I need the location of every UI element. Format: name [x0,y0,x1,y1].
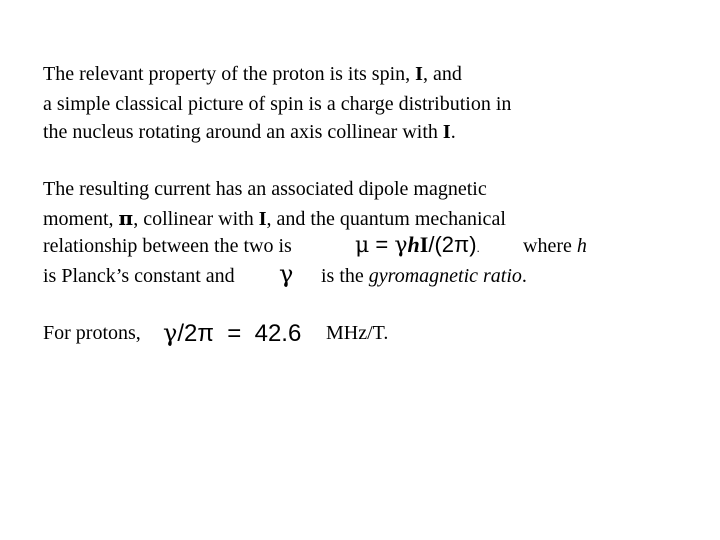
para1-line3 [43,120,456,144]
gamma-symbol: γ [279,260,294,288]
magnetic-moment-equation [355,233,480,260]
gyromagnetic-ratio-term: gyromagnetic ratio [368,265,522,287]
para1-line2: a simple classical picture of spin is a charge distribution in [43,93,512,115]
spin-symbol: I [258,208,267,230]
para2-line4 [43,264,235,288]
para1-line1 [43,62,462,86]
para1-line1-end: , and [422,63,462,85]
para2-line2-end: , and the quantum mechanical [266,208,506,230]
para2-line3-text: relationship between the two is [43,235,292,257]
para2-line3-where [523,234,587,258]
para2-line4-end: . [521,265,527,287]
where-text: where [523,235,577,257]
para1-line1-text: The relevant property of the proton is its spin, [43,63,416,85]
para2-line4-text: is Planck’s constant and [43,265,235,287]
unit-label: MHz/T. [326,322,389,344]
para2-line3 [43,234,292,258]
equation-tail: /(2π) [428,232,477,257]
equals-sign: = [369,232,395,257]
para2-line2-text: moment, [43,208,119,230]
planck-h-symbol: h [576,235,587,257]
para2-line2-mid: , collinear with [133,208,259,230]
protons-label: For protons, [43,322,141,344]
mu-symbol: μ [355,233,370,258]
para2-line1: The resulting current has an associated dipole magnetic [43,178,487,200]
gamma-symbol: γ [394,233,408,258]
gamma-symbol: γ [163,319,178,347]
spin-symbol: I [419,232,429,257]
is-the-text: is the [321,265,369,287]
pi-symbol: π [118,206,134,230]
para2-line2 [43,206,506,231]
spin-symbol: I [415,63,423,85]
para1-line3-text: the nucleus rotating around an axis collinear with [43,121,443,143]
spin-symbol: I [442,121,451,143]
h-symbol: h [407,232,420,257]
para2-line4-rest [321,264,527,288]
equation-period: . [476,241,480,255]
gyromagnetic-value-equation [163,320,301,347]
gyromagnetic-expression: /2π = 42.6 [177,320,302,347]
para1-line3-end: . [450,121,456,143]
